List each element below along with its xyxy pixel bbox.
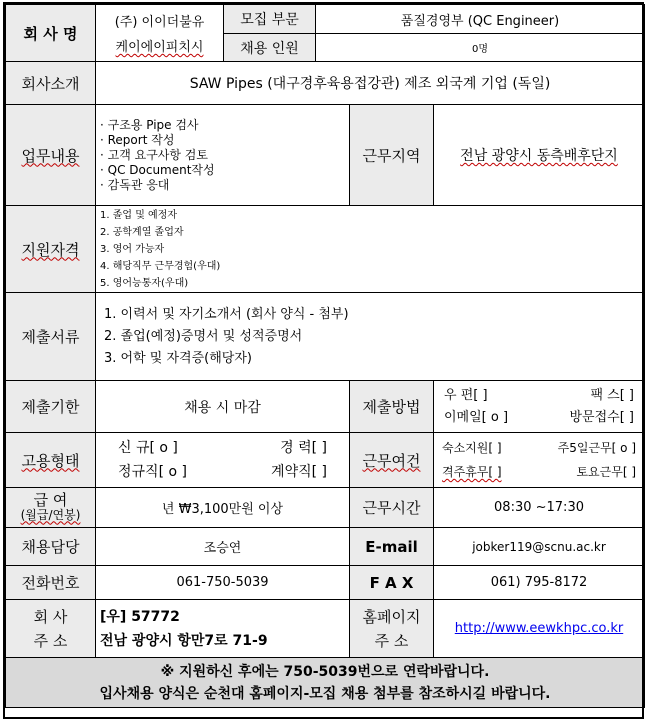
- address-postcode: [우] 57772: [100, 608, 180, 625]
- location-label: 근무지역: [350, 105, 434, 206]
- footer-line-2: 입사채용 양식은 순천대 홈페이지-모집 채용 첨부를 참조하시길 바랍니다.: [99, 685, 551, 702]
- method-row-1: [444, 385, 634, 407]
- recruit-count-label: 채용 인원: [224, 34, 316, 62]
- qualification-item: 2. 공학계열 졸업자: [100, 226, 184, 238]
- recruit-dept-label: 모집 부문: [224, 5, 316, 34]
- employment-regular: 정규직[ o ]: [118, 464, 187, 480]
- employment-experienced: 경 력[ ]: [280, 440, 327, 456]
- contact-person-label: 채용담당: [6, 528, 96, 566]
- intro-label: 회사소개: [6, 62, 96, 105]
- homepage-cell: [434, 600, 645, 658]
- qualification-list: [96, 206, 645, 293]
- hours-value: 08:30 ~17:30: [434, 488, 645, 528]
- documents-label: 제출서류: [6, 293, 96, 381]
- duty-item: · 감독관 응대: [100, 177, 170, 192]
- salary-label-line1: 급 여: [33, 490, 68, 509]
- employment-label: [6, 433, 96, 488]
- employment-row-2: [118, 460, 327, 484]
- employment-label-text: 고용형태: [21, 451, 80, 470]
- email-value[interactable]: jobker119@scnu.ac.kr: [434, 528, 645, 566]
- conditions-row-1: [442, 436, 636, 460]
- salary-label-line2: (월급/연봉): [20, 507, 81, 522]
- conditions-row-2: [442, 460, 636, 484]
- job-posting-table: [5, 4, 645, 708]
- deadline-value: 채용 시 마감: [96, 381, 350, 433]
- method-row-2: [444, 407, 634, 429]
- phone-value: 061-750-5039: [96, 566, 350, 600]
- location-value: [434, 105, 645, 206]
- address-label-line1: 회 사: [33, 607, 68, 626]
- qualification-item: 5. 영어능통자(우대): [100, 277, 189, 289]
- condition-housing: 숙소지원[ ]: [442, 441, 502, 455]
- homepage-link[interactable]: http://www.eewkhpc.co.kr: [454, 621, 624, 636]
- intro-value: SAW Pipes (대구경후육용접강관) 제조 외국계 기업 (독일): [96, 62, 645, 105]
- recruit-count-value: 0명: [316, 34, 645, 62]
- qualification-item: 3. 영어 가능자: [100, 243, 165, 255]
- method-options: [434, 381, 645, 433]
- condition-5day: 주5일근무[ o ]: [557, 441, 637, 455]
- address-value: [96, 600, 350, 658]
- hours-label: 근무시간: [350, 488, 434, 528]
- qualification-item: 1. 졸업 및 예정자: [100, 209, 178, 221]
- method-label: 제출방법: [350, 381, 434, 433]
- qualification-item: 4. 해당직무 근무경험(우대): [100, 260, 221, 272]
- company-name-value: [96, 5, 224, 62]
- company-name-line2: 케이에이피치시: [115, 40, 204, 55]
- qualification-label: [6, 206, 96, 293]
- method-fax: 팩 스[ ]: [590, 387, 635, 403]
- duty-item: · 구조용 Pipe 검사: [100, 117, 199, 132]
- homepage-label-line1: 홈페이지: [362, 607, 421, 626]
- duties-label: [6, 105, 96, 206]
- address-label-line2: 주 소: [33, 631, 68, 650]
- condition-saturday: 토요근무[ ]: [576, 465, 637, 479]
- method-email: 이메일[ o ]: [444, 409, 509, 425]
- duty-item: · 고객 요구사항 검토: [100, 147, 208, 162]
- employment-contract: 계약직[ ]: [271, 464, 327, 480]
- address-street: 전남 광양시 항만7로 71-9: [100, 632, 268, 649]
- conditions-options: [434, 433, 645, 488]
- document-item: 1. 이력서 및 자기소개서 (회사 양식 - 첨부): [104, 306, 349, 322]
- conditions-label-text: 근무여건: [362, 451, 421, 470]
- phone-label: 전화번호: [6, 566, 96, 600]
- footer-line-1: ※ 지원하신 후에는 750-5039번으로 연락바랍니다.: [160, 663, 490, 680]
- fax-value: 061) 795-8172: [434, 566, 645, 600]
- document-item: 2. 졸업(예정)증명서 및 성적증명서: [104, 328, 303, 344]
- employment-new: 신 규[ o ]: [118, 440, 178, 456]
- salary-label: [6, 488, 96, 528]
- duties-list: [96, 105, 350, 206]
- homepage-label: [350, 600, 434, 658]
- duty-item: · Report 작성: [100, 132, 175, 147]
- employment-row-1: [118, 436, 327, 460]
- employment-options: [96, 433, 350, 488]
- homepage-label-line2: 주 소: [374, 631, 409, 650]
- conditions-label: [350, 433, 434, 488]
- method-post: 우 편[ ]: [444, 387, 488, 403]
- contact-person-value: 조승연: [96, 528, 350, 566]
- fax-label: F A X: [350, 566, 434, 600]
- qualification-label-text: 지원자격: [21, 240, 80, 259]
- duty-item: · QC Document작성: [100, 162, 215, 177]
- condition-alt-weeks: 격주휴무[ ]: [442, 465, 502, 479]
- method-visit: 방문접수[ ]: [569, 409, 635, 425]
- company-name-line1: (주) 이이더불유: [114, 15, 205, 30]
- duties-label-text: 업무내용: [21, 146, 80, 165]
- documents-list: [96, 293, 645, 381]
- email-label: E-mail: [350, 528, 434, 566]
- recruit-dept-value: 품질경영부 (QC Engineer): [316, 5, 645, 34]
- salary-value: 년 ₩3,100만원 이상: [96, 488, 350, 528]
- location-value-text: 전남 광양시 동측배후단지: [460, 148, 618, 164]
- address-label: [6, 600, 96, 658]
- deadline-label: 제출기한: [6, 381, 96, 433]
- document-item: 3. 어학 및 자격증(해당자): [104, 350, 252, 366]
- footer-note: [6, 658, 645, 708]
- company-name-label: 회 사 명: [6, 5, 96, 62]
